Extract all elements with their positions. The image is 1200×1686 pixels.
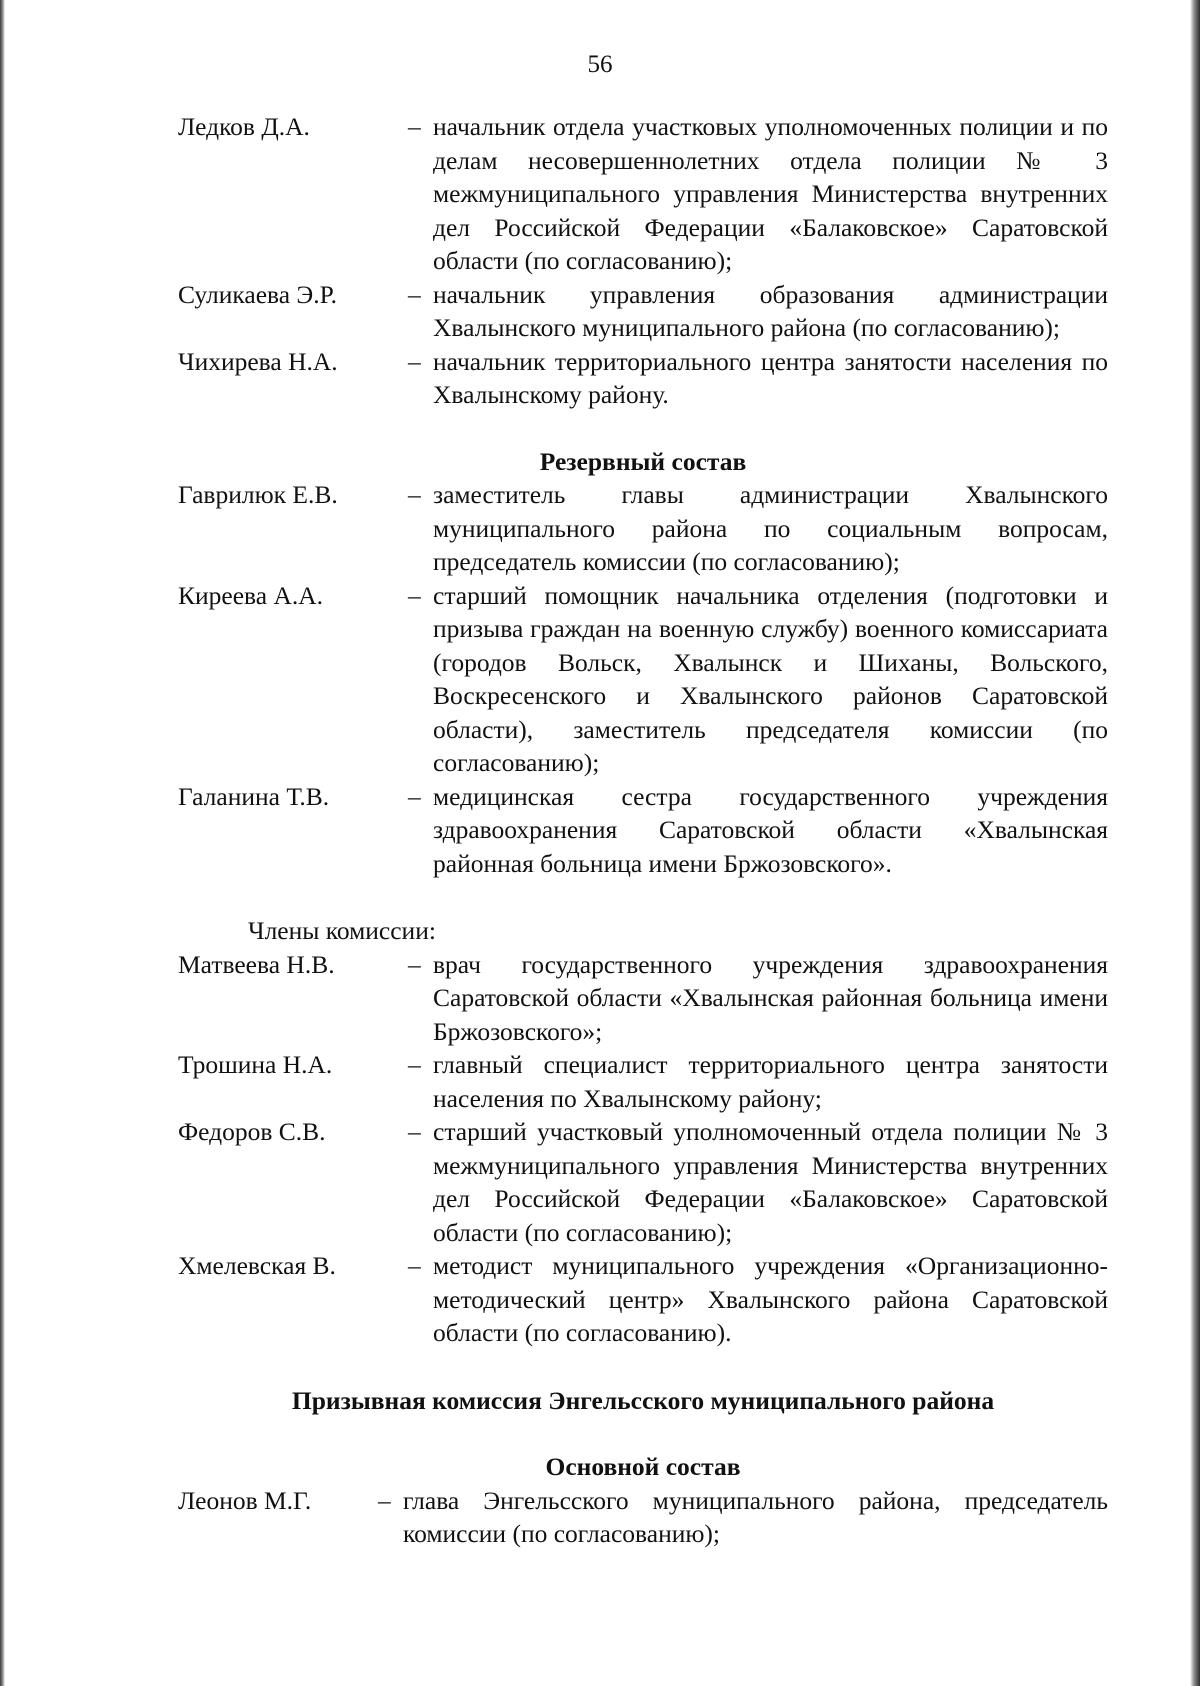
dash: –: [408, 1050, 421, 1079]
dash: –: [408, 279, 421, 309]
member-position: начальник отдела участковых уполномоченных полиции и по делам несовершеннолетних отдела полиции № 3 межмуниципального управления Министерства внутренних дел Российской Федерации «Балаковское» Саратовской области (по согласованию);: [433, 112, 1108, 275]
member-position: медицинская сестра государственного учреждения здравоохранения Саратовской области «Хвалынская районная больница имени Бржозовского».: [433, 781, 1108, 878]
member-name: Галанина Т.В.: [178, 781, 330, 811]
entry-list-members: [178, 948, 1108, 1350]
entry-list-reserve: [178, 478, 1108, 880]
member-position: начальник управления образования администрации Хвалынского муниципального района (по согласованию);: [433, 279, 1108, 342]
member-entry: [178, 579, 1108, 780]
dash: –: [408, 1117, 421, 1146]
entry-list-engels: [178, 1484, 1108, 1551]
dash: –: [408, 1251, 421, 1280]
member-name: Ледков Д.А.: [178, 112, 310, 141]
member-name: Гаврилюк Е.В.: [178, 480, 338, 509]
dash: –: [378, 1485, 391, 1515]
members-label: Члены комиссии:: [248, 916, 436, 945]
member-position: глава Энгельсского муниципального района, председатель комиссии (по согласованию);: [403, 1485, 1108, 1548]
section-heading-main: Основной состав: [545, 1452, 741, 1481]
dash: –: [408, 949, 421, 979]
member-entry: [178, 1115, 1108, 1249]
scan-edge-left: [0, 0, 5, 1686]
member-entry: [178, 478, 1108, 579]
member-entry: [178, 948, 1108, 1049]
dash: –: [408, 580, 421, 610]
page-number: 56: [587, 51, 613, 78]
member-name: Хмелевская В.: [178, 1251, 336, 1280]
section-heading-reserve: Резервный состав: [539, 446, 747, 476]
member-name: Матвеева Н.В.: [178, 949, 335, 979]
member-position: методист муниципального учреждения «Организационно-методический центр» Хвалынского района Саратовской области (по согласованию).: [433, 1251, 1108, 1347]
member-name: Киреева А.А.: [178, 580, 324, 610]
entry-list-main-continued: [178, 110, 1108, 412]
member-entry: [178, 1484, 1108, 1551]
member-position: заместитель главы администрации Хвалынского муниципального района по социальным вопросам, председатель комиссии (по согласованию);: [433, 480, 1108, 576]
member-entry: [178, 1249, 1108, 1350]
member-name: Суликаева Э.Р.: [178, 279, 337, 309]
member-position: старший помощник начальника отделения (подготовки и призыва граждан на военную службу) военного комиссариата (городов Вольск, Хвалынск и Шиханы, Вольского, Воскресенского и Хвалынского районов Саратовской области), заместитель председателя комиссии (по согласованию);: [433, 580, 1108, 777]
member-entry: [178, 110, 1108, 278]
member-name: Трошина Н.А.: [178, 1050, 333, 1079]
dash: –: [408, 346, 421, 376]
member-position: врач государственного учреждения здравоохранения Саратовской области «Хвалынская районная больница имени Бржозовского»;: [433, 949, 1108, 1046]
member-entry: [178, 1048, 1108, 1115]
dash: –: [408, 480, 421, 509]
member-position: старший участковый уполномоченный отдела полиции № 3 межмуниципального управления Министерства внутренних дел Российской Федерации «Балаковское» Саратовской области (по согласованию);: [433, 1117, 1108, 1247]
scan-edge-right: [1190, 0, 1200, 1686]
member-position: начальник территориального центра занятости населения по Хвалынскому району.: [433, 346, 1108, 409]
member-position: главный специалист территориального центра занятости населения по Хвалынскому району;: [433, 1050, 1108, 1113]
member-name: Федоров С.В.: [178, 1117, 326, 1146]
member-name: Чихирева Н.А.: [178, 346, 338, 376]
section-heading-commission: Призывная комиссия Энгельсского муниципального района: [291, 1385, 995, 1415]
dash: –: [408, 781, 421, 811]
member-entry: [178, 345, 1108, 412]
member-entry: [178, 780, 1108, 881]
member-entry: [178, 278, 1108, 345]
member-name: Леонов М.Г.: [178, 1485, 312, 1515]
dash: –: [408, 112, 421, 141]
document-body: [178, 110, 1108, 1551]
